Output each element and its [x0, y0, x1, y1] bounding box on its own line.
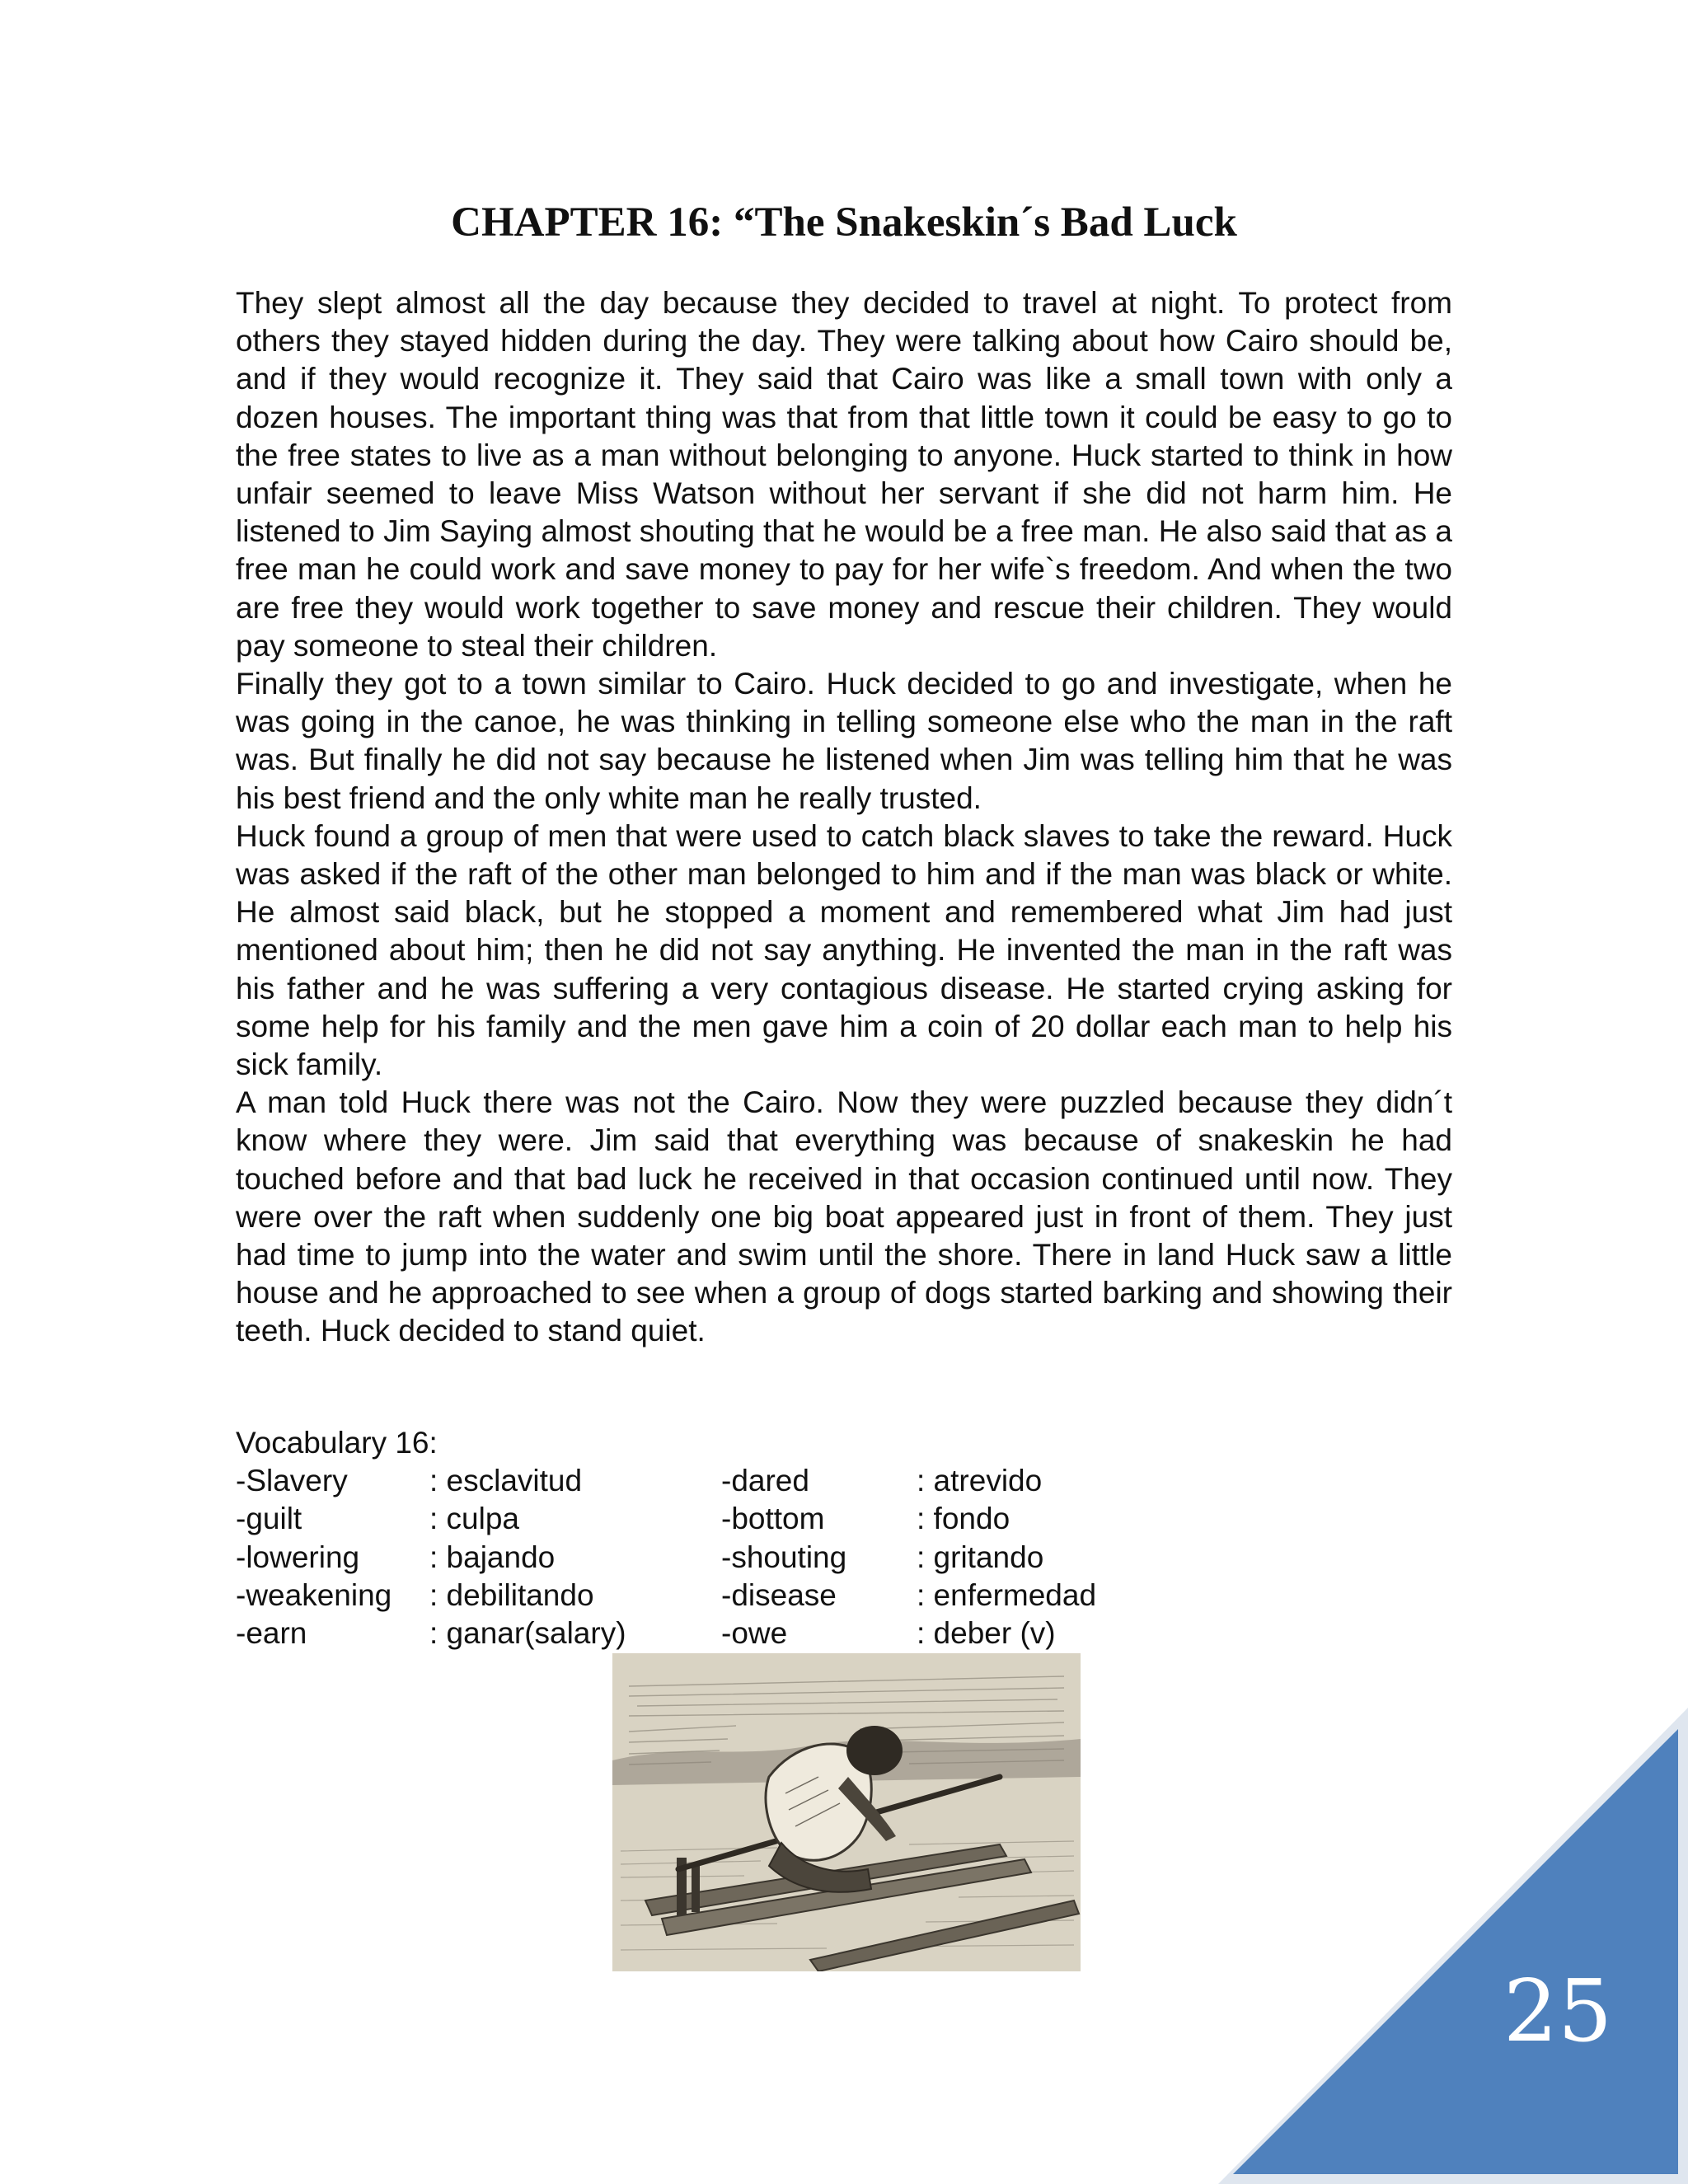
vocab-translation: : esclavitud — [429, 1464, 583, 1498]
vocab-translation: : atrevido — [917, 1464, 1043, 1498]
paragraph-2: Finally they got to a town similar to Cairo. Huck decided to go and investigate, when he was going in the canoe, he was thinking in telling someone else who the man in the raft was. But finally he did not say because he listened when Jim was telling him that he was his best friend and the only white man he really trusted. — [236, 667, 1452, 815]
paragraph-1: They slept almost all the day because they decided to travel at night. To protect from others they stayed hidden during the day. They were talking about how Cairo should be, and if they would recognize it. They said that Cairo was like a small town with only a dozen houses. The important thing was that from that little town it could be easy to go to the free states to live as a man without belonging to anyone. Huck started to think in how unfair seemed to leave Miss Watson without her servant if she did not harm him. He listened to Jim Saying almost shouting that he would be a free man. He also said that as a free man he could work and save money to pay for her wife`s freedom. And when the two are free they would work together to save money and rescue their children. They would pay someone to steal their children. — [236, 286, 1452, 663]
vocab-word: -shouting — [721, 1540, 847, 1574]
vocab-translation: : culpa — [429, 1502, 520, 1536]
vocabulary-heading: Vocabulary 16: — [236, 1426, 438, 1460]
vocab-translation: : ganar(salary) — [429, 1615, 626, 1650]
vocab-word: -Slavery — [236, 1464, 348, 1498]
paragraph-4: A man told Huck there was not the Cairo. Now they were puzzled because they didn´t know where they were. Jim said that everything was because of snakeskin he had touched before and that bad luck he received in that occasion continued until now. They were over the raft when suddenly one big boat appeared just in front of them. They just had time to jump into the water and swim until the shore. There in land Huck saw a little house and he approached to see when a group of dogs started barking and showing their teeth. Huck decided to stand quiet. — [236, 1085, 1452, 1348]
vocab-translation: : gritando — [917, 1540, 1044, 1574]
vocab-translation: : deber (v) — [917, 1615, 1056, 1650]
vocab-word: -dared — [721, 1464, 809, 1498]
vocab-word: -guilt — [236, 1502, 302, 1536]
vocab-word: -earn — [236, 1615, 307, 1650]
vocab-word: -lowering — [236, 1540, 360, 1574]
chapter-title: CHAPTER 16: “The Snakeskin´s Bad Luck — [451, 199, 1237, 246]
vocab-translation: : fondo — [917, 1502, 1010, 1536]
vocab-word: -weakening — [236, 1577, 392, 1612]
vocab-translation: : debilitando — [429, 1577, 594, 1612]
vocab-word: -bottom — [721, 1502, 825, 1536]
vocab-translation: : enfermedad — [917, 1577, 1097, 1612]
vocab-word: -owe — [721, 1615, 788, 1650]
page-number: 25 — [1503, 1961, 1613, 2061]
vocab-translation: : bajando — [429, 1540, 556, 1574]
paragraph-3: Huck found a group of men that were used to catch black slaves to take the reward. Huck was asked if the raft of the other man belonged to him and if the man was black or white. He almost said black, but he stopped a moment and remembered what Jim had just mentioned about him; then he did not say anything. He invented the man in the raft was his father and he was suffering a very contagious disease. He started crying asking for some help for his family and the men gave him a coin of 20 dollar each man to help his sick family. — [236, 818, 1452, 1082]
vocab-word: -disease — [721, 1577, 837, 1612]
